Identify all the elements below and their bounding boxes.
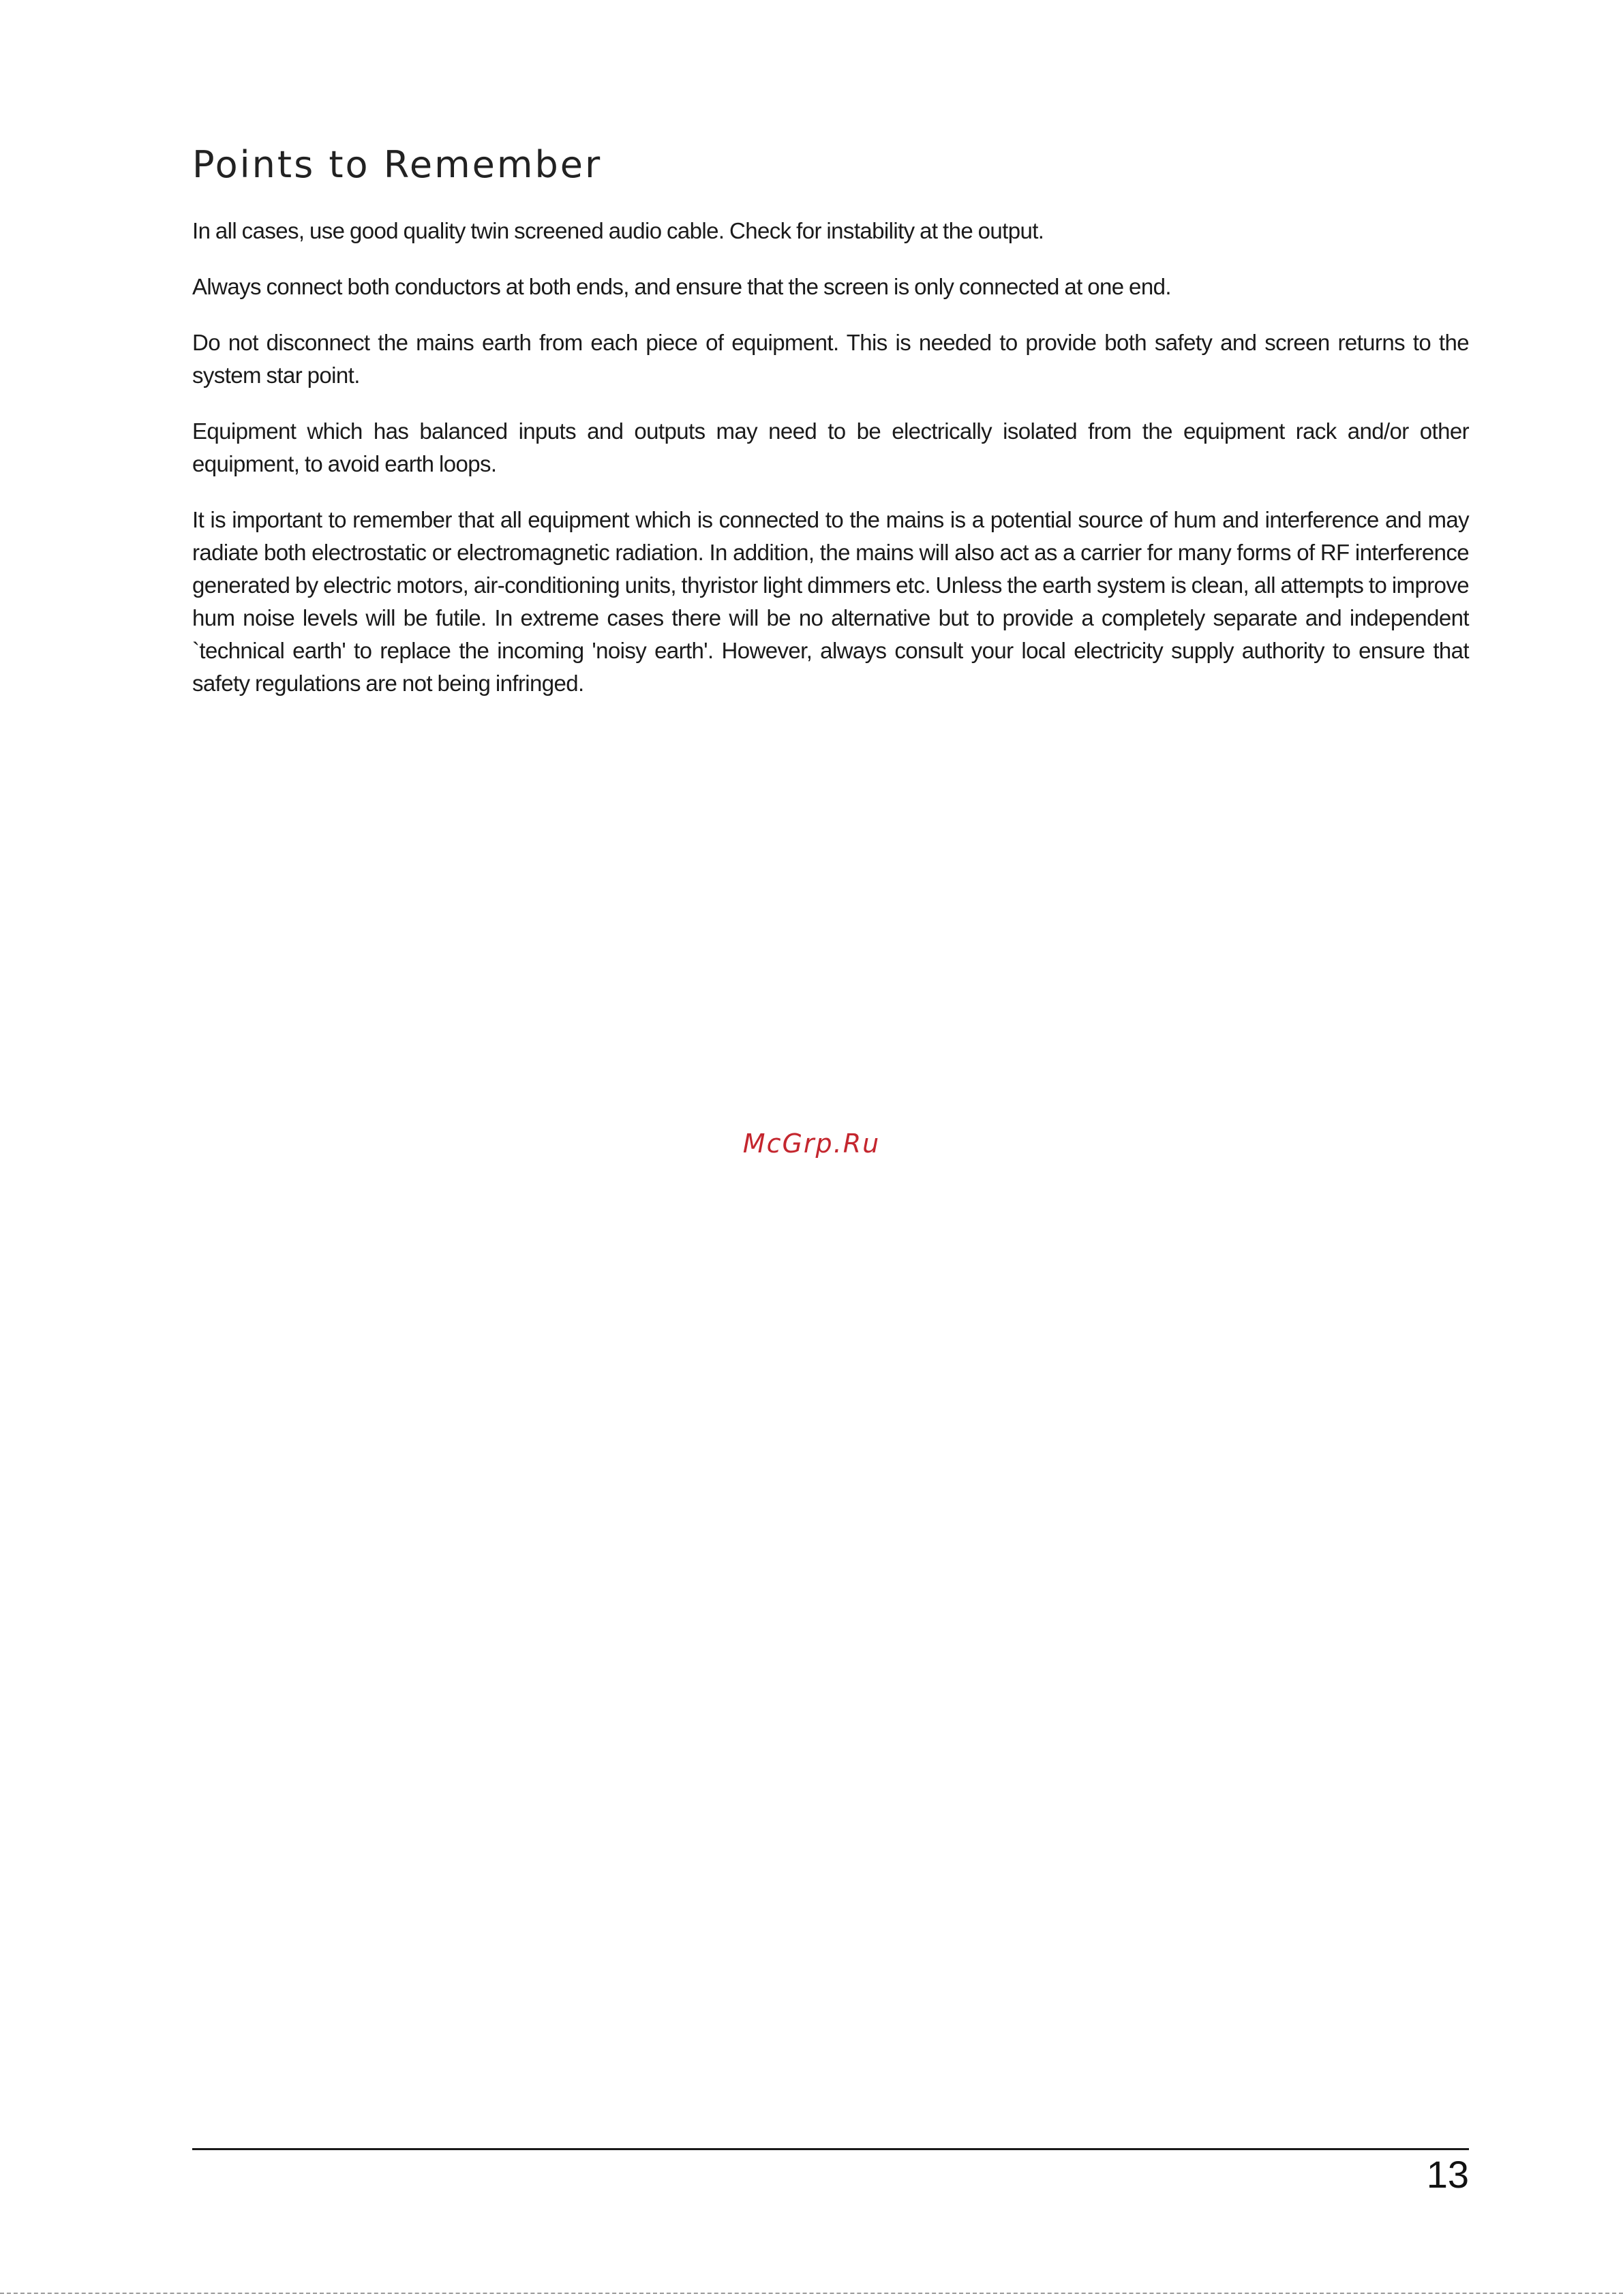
footer-divider [192,2148,1469,2150]
watermark-text: McGrp.Ru [742,1129,881,1159]
paragraph-mains-earth: Do not disconnect the mains earth from each piece of equipment. This is needed to provide both safety and screen returns to the system star point. [192,329,1469,388]
paragraph-balanced-equipment: Equipment which has balanced inputs and outputs may need to be electrically isolated from the equipment rack and/or other equipment, to avoid earth loops. [192,418,1469,476]
paragraph-conductors: Always connect both conductors at both ends, and ensure that the screen is only connected at one end. [192,273,1171,299]
paragraph-hum-interference: It is important to remember that all equipment which is connected to the mains is a potential source of hum and interference and may radiate both electrostatic or electromagnetic radiation. In addition, the mains will also act as a carrier for many forms of RF interference generated by electric motors, air-conditioning units, thyristor light dimmers etc. Unless the earth system is clean, all attempts to improve hum noise levels will be futile. In extreme cases there will be no alternative but to provide a completely separate and independent `technical earth' to replace the incoming 'noisy earth'. However, always consult your local electricity supply authority to ensure that safety regulations are not being infringed. [192,506,1469,696]
page-number: 13 [1426,2153,1469,2196]
section-heading: Points to Remember [192,143,603,186]
paragraph-cable-quality: In all cases, use good quality twin screened audio cable. Check for instability at the output. [192,217,1044,243]
scan-edge-divider [0,2293,1623,2294]
page-content [192,143,1469,723]
